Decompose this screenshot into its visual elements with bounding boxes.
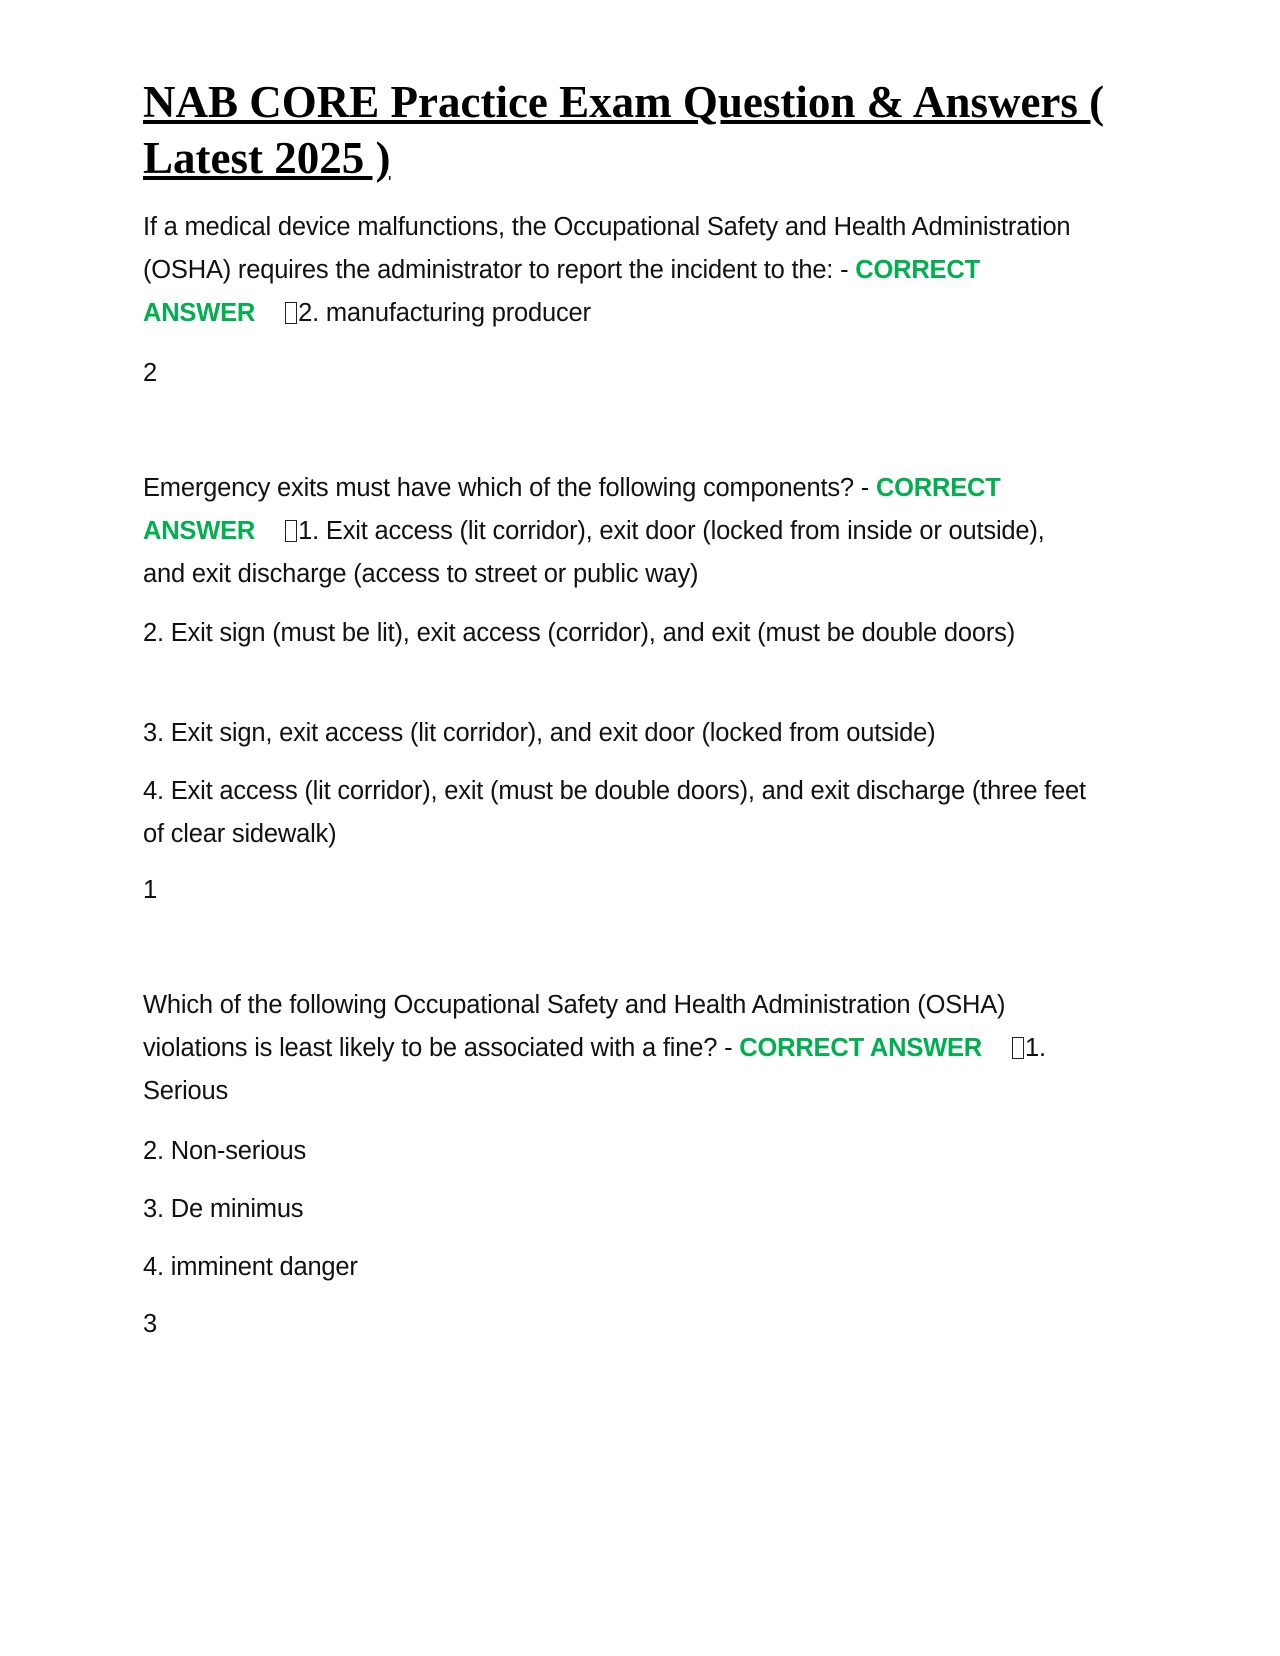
document-title: NAB CORE Practice Exam Question & Answers ( Latest 2025 ) — [143, 77, 1105, 183]
answer-text: 2. manufacturing producer — [298, 299, 591, 327]
option: 3. De minimus — [143, 1195, 304, 1223]
question-text: Which of the following Occupational Safety and Health Administration (OSHA) violations is least likely to be associated with a fine? - — [143, 991, 1006, 1062]
question-text: Emergency exits must have which of the following components? - — [143, 474, 870, 502]
answer-key: 3 — [143, 1310, 157, 1338]
option: 2. Exit sign (must be lit), exit access (corridor), and exit (must be double doors) — [143, 619, 1015, 647]
answer-key: 1 — [143, 876, 157, 904]
correct-answer-label: CORRECT ANSWER — [143, 474, 1001, 545]
correct-answer-label: CORRECT ANSWER — [739, 1034, 983, 1062]
missing-glyph-icon — [285, 520, 297, 542]
answer-key: 2 — [143, 359, 157, 387]
answer-text: 1. Serious — [143, 1034, 1046, 1105]
question-1 — [143, 206, 1088, 335]
answer-text: 1. Exit access (lit corridor), exit door (locked from inside or outside), and exit discharge (access to street or public way) — [143, 517, 1045, 588]
missing-glyph-icon — [285, 302, 297, 324]
option: 3. Exit sign, exit access (lit corridor), and exit door (locked from outside) — [143, 719, 936, 747]
question-2 — [143, 467, 1088, 596]
question-text: If a medical device malfunctions, the Occupational Safety and Health Administration (OSHA) requires the administrator to report the incident to the: - — [143, 213, 1071, 284]
option: 4. imminent danger — [143, 1253, 358, 1281]
option: 4. Exit access (lit corridor), exit (must be double doors), and exit discharge (three feet of clear sidewalk) — [143, 777, 1086, 848]
correct-answer-label: CORRECT ANSWER — [143, 256, 980, 327]
option: 2. Non-serious — [143, 1137, 307, 1165]
missing-glyph-icon — [1012, 1037, 1024, 1059]
question-3 — [143, 984, 1088, 1113]
